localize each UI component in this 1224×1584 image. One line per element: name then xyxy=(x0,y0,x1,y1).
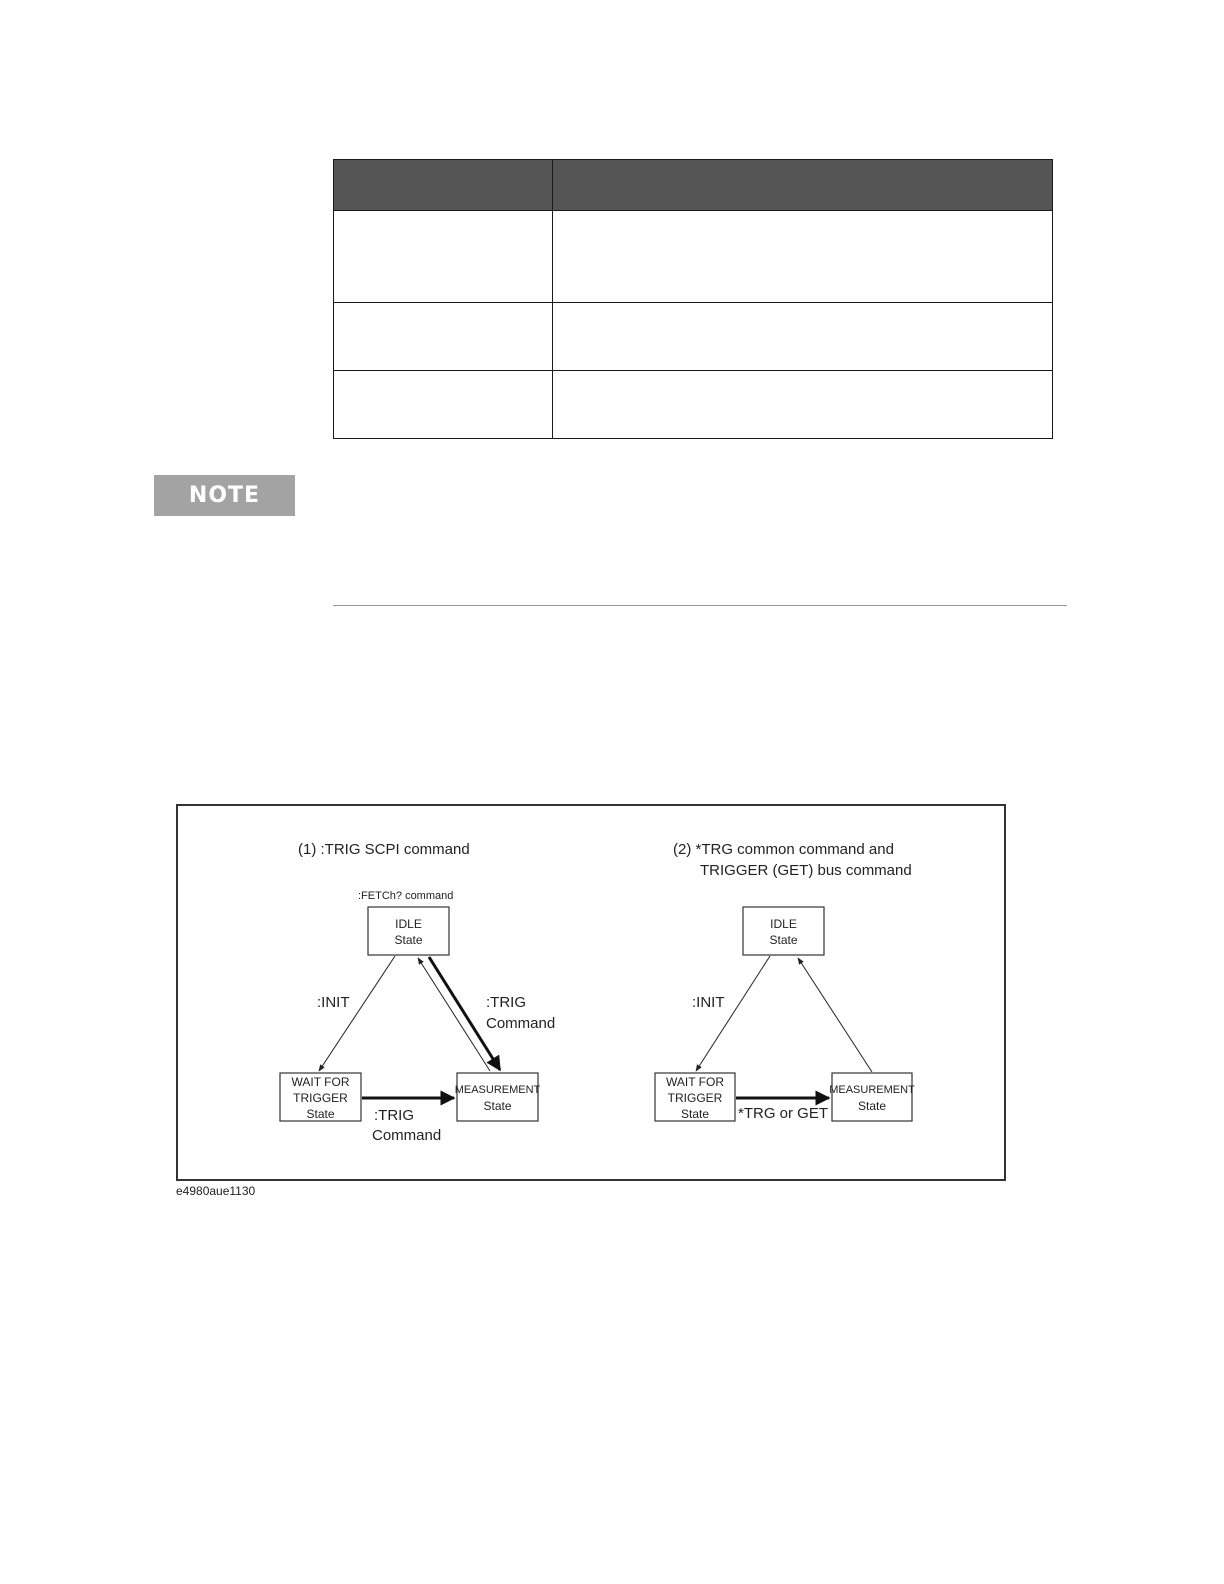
idle-state-sublabel: State xyxy=(394,933,423,947)
trg-or-get-label: *TRG or GET xyxy=(738,1105,829,1122)
figure-id: e4980aue1130 xyxy=(176,1184,256,1198)
measurement-to-idle-arrow xyxy=(418,958,490,1071)
table-cell xyxy=(553,303,1053,371)
measurement-state-sublabel: State xyxy=(857,1099,887,1113)
wait-state-sublabel: State xyxy=(680,1107,710,1121)
wait-state-label: WAIT FOR xyxy=(291,1075,350,1089)
init-transition-arrow xyxy=(696,956,770,1071)
table-header-cell xyxy=(334,160,553,211)
trig-command-label: :TRIG xyxy=(486,994,526,1011)
idle-state-sublabel: State xyxy=(769,933,798,947)
table-cell xyxy=(334,371,553,439)
init-label: :INIT xyxy=(692,994,725,1011)
measurement-to-idle-arrow xyxy=(798,958,872,1072)
table-cell xyxy=(334,211,553,303)
state-diagram-svg xyxy=(178,806,1008,1183)
table-row xyxy=(334,371,1053,439)
table-row xyxy=(334,303,1053,371)
diagram1-title: (1) :TRIG SCPI command xyxy=(298,841,470,858)
measurement-state-label: MEASUREMENT xyxy=(829,1084,915,1096)
wait-state-sublabel: State xyxy=(306,1107,335,1121)
command-table xyxy=(333,159,1053,439)
table-cell xyxy=(334,303,553,371)
diagram2-title: TRIGGER (GET) bus command xyxy=(700,862,912,879)
trig-to-measurement-arrow xyxy=(429,957,500,1070)
fetch-command-label: :FETCh? command xyxy=(358,890,454,902)
table-header-row xyxy=(334,160,1053,211)
section-divider xyxy=(333,605,1067,606)
trig-command-label: Command xyxy=(372,1127,442,1144)
idle-state-box xyxy=(368,907,449,955)
table-row xyxy=(334,211,1053,303)
idle-state-box xyxy=(743,907,824,955)
trig-command-label: Command xyxy=(486,1015,556,1032)
trig-command-label: :TRIG xyxy=(374,1107,414,1124)
note-badge: NOTE xyxy=(154,475,295,516)
trigger-state-diagram xyxy=(176,804,1006,1181)
idle-state-label: IDLE xyxy=(770,917,797,931)
measurement-state-box xyxy=(832,1073,912,1121)
diagram2-title: (2) *TRG common command and xyxy=(673,841,894,858)
wait-state-label: TRIGGER xyxy=(667,1091,723,1105)
table-header-cell xyxy=(553,160,1053,211)
measurement-state-sublabel: State xyxy=(483,1099,512,1113)
measurement-state-label: MEASUREMENT xyxy=(454,1084,541,1096)
table-cell xyxy=(553,211,1053,303)
wait-state-label: WAIT FOR xyxy=(666,1075,724,1089)
measurement-state-box xyxy=(457,1073,538,1121)
init-label: :INIT xyxy=(317,994,350,1011)
init-transition-arrow xyxy=(319,956,395,1071)
idle-state-label: IDLE xyxy=(395,917,422,931)
wait-state-label: TRIGGER xyxy=(293,1091,348,1105)
table-cell xyxy=(553,371,1053,439)
